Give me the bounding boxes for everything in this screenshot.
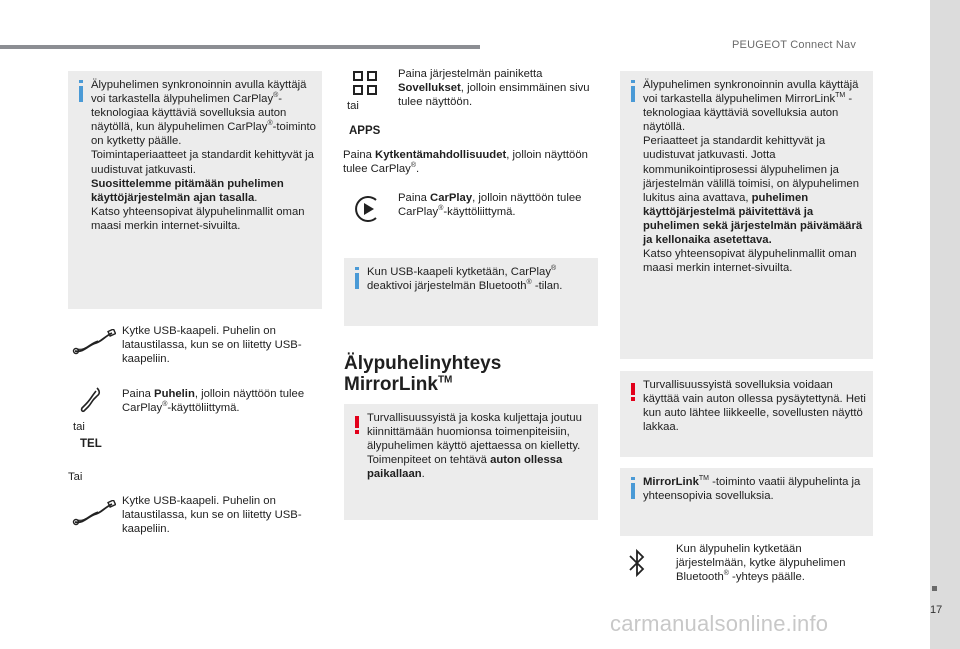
usb-instruction-2: Kytke USB-kaapeli. Puhelin on lataustilassa, kun se on liitetty USB-kaapeliin.: [122, 495, 302, 536]
page-edge-bar: [930, 0, 960, 649]
continue-marker: [932, 586, 937, 591]
info-box-carplay: [68, 71, 322, 309]
options-instruction: Paina Kytkentämahdollisuudet, jolloin näyttöön tulee CarPlay®.: [343, 149, 588, 176]
tel-or-label: tai: [73, 421, 85, 433]
usb-cable-icon: [72, 329, 116, 355]
warning-text: Turvallisuussyistä sovelluksia voidaan käyttää vain auton ollessa pysäytettynä. Heti kun auto lähtee liikkeelle, sovellusten näyttö lakkaa.: [643, 379, 866, 434]
warning-icon: [355, 416, 359, 428]
bluetooth-icon: [628, 548, 646, 578]
usb-instruction-1: Kytke USB-kaapeli. Puhelin on lataustilassa, kun se on liitetty USB-kaapeliin.: [122, 325, 302, 366]
warning-box-stopped: [620, 371, 873, 457]
info-box-requirement: [620, 468, 873, 536]
phone-icon: [80, 386, 102, 414]
section-heading: Älypuhelinyhteys MirrorLink™: [344, 353, 502, 395]
info-box-usb-bluetooth: [344, 258, 598, 326]
info-text: Älypuhelimen synkronoinnin avulla käyttäjä voi tarkastella älypuhelimen CarPlay®-teknologiaa käyttäviä sovelluksia auton näytöllä, kun älypuhelimen CarPlay®-toiminto on kytketty päälle. Toimintaperiaatteet ja standardit kehittyvät ja uudistuvat jatkuvasti. Suosittelemme pitämään puhelimen käyttöjärjestelmän ajan tasalla. Katso yhteensopivat älypuhelinmallit oman maasi merkin internet-sivuilta.: [91, 79, 316, 232]
carplay-instruction: Paina CarPlay, jolloin näyttöön tulee CarPlay®-käyttöliittymä.: [398, 192, 582, 219]
tel-instruction: Paina Puhelin, jolloin näyttöön tulee CarPlay®-käyttöliittymä.: [122, 388, 305, 415]
apps-button-label: APPS: [349, 125, 381, 137]
header-title: PEUGEOT Connect Nav: [732, 39, 857, 51]
warning-text: Turvallisuussyistä ja koska kuljettaja joutuu kiinnittämään huomionsa toimenpiteisiin, älypuhelimen käyttö ajettaessa on kielletty. Toimenpiteet on tehtävä auton ollessa paikallaan.: [367, 412, 582, 481]
bluetooth-instruction: Kun älypuhelin kytketään järjestelmään, kytke älypuhelimen Bluetooth® -yhteys päälle.: [676, 543, 846, 584]
usb-cable-icon: [72, 500, 116, 526]
header-rule: [0, 45, 480, 49]
warning-icon: [631, 383, 635, 395]
info-icon: [79, 86, 83, 102]
info-box-mirrorlink: [620, 71, 873, 359]
info-icon: [631, 483, 635, 499]
carplay-play-icon: [353, 194, 383, 224]
apps-or-label: tai: [347, 100, 359, 112]
info-icon: [631, 86, 635, 102]
apps-grid-icon: [353, 71, 377, 95]
info-text: Älypuhelimen synkronoinnin avulla käyttäjä voi tarkastella älypuhelimen MirrorLink™ -teknologiaa käyttäviä sovelluksia auton näytöllä. Periaatteet ja standardit kehittyvät ja uudistuvat jatkuvasti. Jotta kommunikointiprosessi älypuhelimen ja järjestelmän välillä toimisi, on älypuhelimen lukitus aina avattava, puhelimen käyttöjärjestelmä päivitettävä ja puhelimen sekä järjestelmän päivämäärä ja kellonaika asetettava. Katso yhteensopivat älypuhelinmallit oman maasi merkin internet-sivuilta.: [643, 79, 863, 275]
warning-box-driving: [344, 404, 598, 520]
watermark: carmanualsonline.info: [610, 611, 829, 636]
apps-instruction: Paina järjestelmän painiketta Sovellukset, jolloin ensimmäinen sivu tulee näyttöön.: [398, 68, 590, 109]
tel-button-label: TEL: [80, 438, 102, 450]
or-text: Tai: [68, 471, 83, 483]
info-icon: [355, 273, 359, 289]
info-text: Kun USB-kaapeli kytketään, CarPlay® deaktivoi järjestelmän Bluetooth® -tilan.: [367, 265, 563, 293]
info-text: MirrorLink™ -toiminto vaatii älypuhelinta ja yhteensopivia sovelluksia.: [643, 475, 861, 503]
page-number: 17: [930, 604, 943, 616]
